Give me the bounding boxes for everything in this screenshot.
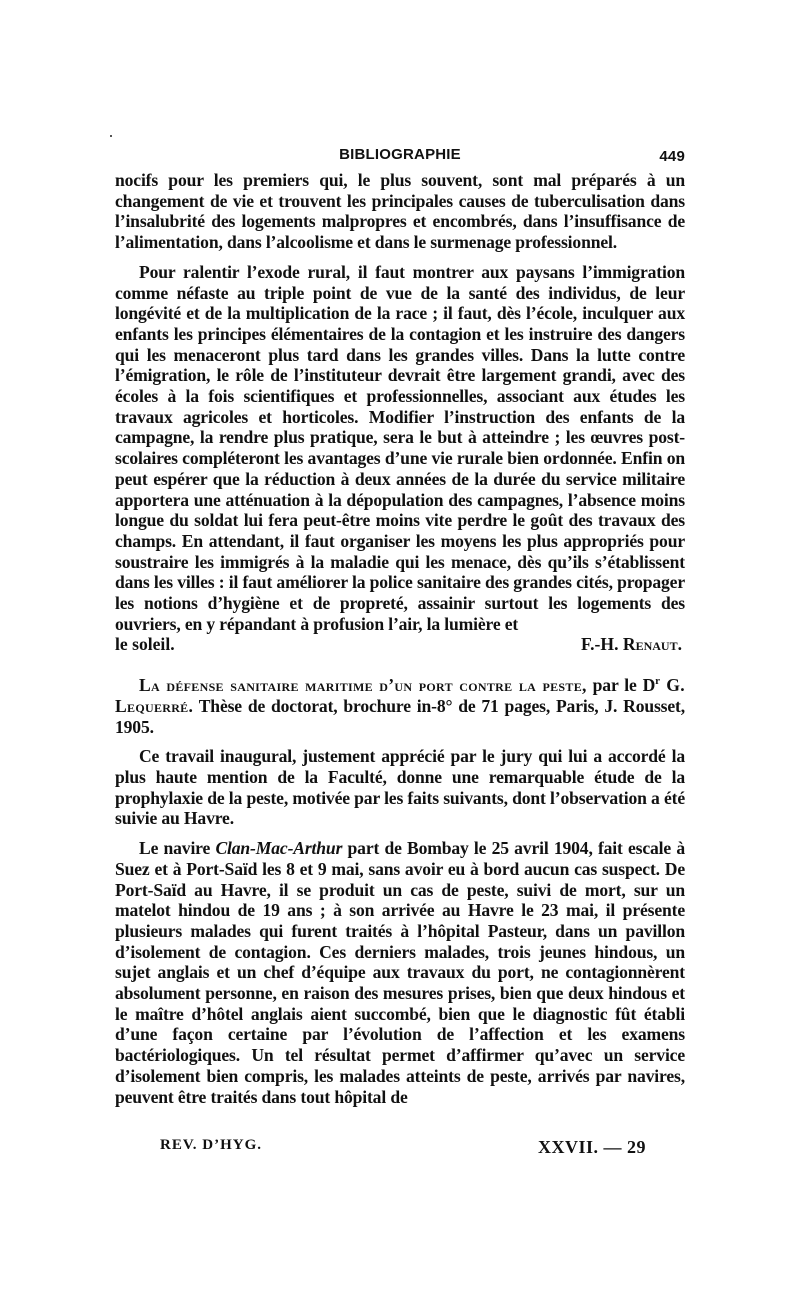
review-dr-sup: r bbox=[655, 675, 660, 688]
paragraph-4 bbox=[115, 838, 685, 1107]
review-dr: D bbox=[642, 675, 656, 696]
paragraph-2-last-line: le soleil. bbox=[115, 634, 175, 655]
footer bbox=[160, 1137, 646, 1158]
page-number: 449 bbox=[659, 148, 685, 165]
review-title: La défense sanitaire maritime d’un port contre la peste, bbox=[139, 675, 587, 696]
paragraph-3: Ce travail inaugural, justement apprécié par le jury qui lui a accordé la plus haute mention de la Faculté, donne une remarquable étude de la prophylaxie de la peste, motivée par les faits suivants, dont l’observation a été suivie au Havre. bbox=[115, 746, 685, 829]
paragraph-2: Pour ralentir l’exode rural, il faut montrer aux paysans l’immigration comme néfaste au triple point de vue de la santé des individus, de leur longévité et de la multiplication de la race ; il faut, dès l’école, inculquer aux enfants les principes élémentaires de la contagion et les instruire des dangers qui les menaceront plus tard dans les grandes villes. Dans la lutte contre l’émigration, le rôle de l’instituteur devrait être largement grandi, avec des écoles à la fois scientifiques et professionnelles, associant aux études les travaux agricoles et horticoles. Modifier l’instruction des enfants de la campagne, la rendre plus pratique, sera le but à atteindre ; les œuvres post-scolaires compléteront les avantages d’une vie rurale bien ordonnée. Enfin on peut espérer que la réduction à deux années de la durée du service militaire apportera une atténuation à la dépopulation des campagnes, l’absence moins longue du soldat lui fera peut-être moins vite perdre le goût des travaux des champs. En attendant, il faut organiser les moyens les plus appropriés pour soustraire les immigrés à la maladie qui les menace, dès qu’ils s’établissent dans les villes : il faut améliorer la police sanitaire des grandes cités, propager les notions d’hygiène et de propreté, assainir surtout les logements des ouvriers, en y répandant à profusion l’air, la lumière et bbox=[115, 261, 685, 634]
running-head bbox=[115, 138, 685, 170]
running-title: BIBLIOGRAPHIE bbox=[339, 146, 461, 163]
footer-signature-mark: XXVII. — 29 bbox=[537, 1137, 646, 1157]
ship-name: Clan-Mac-Arthur bbox=[215, 838, 343, 859]
footer-journal: REV. D’HYG. bbox=[160, 1137, 262, 1153]
signature-line bbox=[115, 634, 685, 655]
paragraph-1: nocifs pour les premiers qui, le plus souvent, sont mal préparés à un changement de vie et trouvent les principales causes de tuberculisation dans l’insalubrité des logements malpropres et encombrés, dans l’insuffisance de l’alimentation, dans l’alcoolisme et dans le surmenage professionnel. bbox=[115, 170, 685, 253]
review-details: Thèse de doctorat, brochure in-8° de 71 pages, Paris, J. Rousset, 1905. bbox=[115, 695, 685, 737]
page-body bbox=[115, 138, 685, 1107]
stray-mark bbox=[110, 135, 112, 137]
review-by: par le bbox=[586, 675, 643, 696]
paragraph-4-rest: part de Bombay le 25 avril 1904, fait escale à Suez et à Port-Saïd les 8 et 9 mai, sans avoir eu à bord aucun cas suspect. De Port-Saïd au Havre, il se produit un cas de peste, suivi de mort, sur un matelot hindou de 19 ans ; à son arrivée au Havre le 23 mai, il présente plusieurs malades qui furent traités à l’hôpital Pasteur, dans un pavillon d’isolement de contagion. Ces derniers malades, trois jeunes hindous, un sujet anglais et un chef d’équipe aux travaux du port, ne contagionnèrent absolument personne, en raison des mesures prises, bien que deux hindous et le maître d’hôtel anglais aient succombé, bien que le diagnostic fût établi d’une façon certaine par l’évolution de l’affection et les examens bactériologiques. Un tel résultat permet d’affirmer qu’avec un service d’isolement bien compris, les malades atteints de peste, arrivés par navires, peuvent être traités dans tout hôpital de bbox=[115, 838, 685, 1107]
review-heading bbox=[115, 675, 685, 737]
author-signature: F.-H. Renaut. bbox=[581, 634, 682, 655]
paragraph-4-start: Le navire bbox=[139, 838, 216, 859]
review-author: G. Lequerré. bbox=[115, 675, 685, 716]
